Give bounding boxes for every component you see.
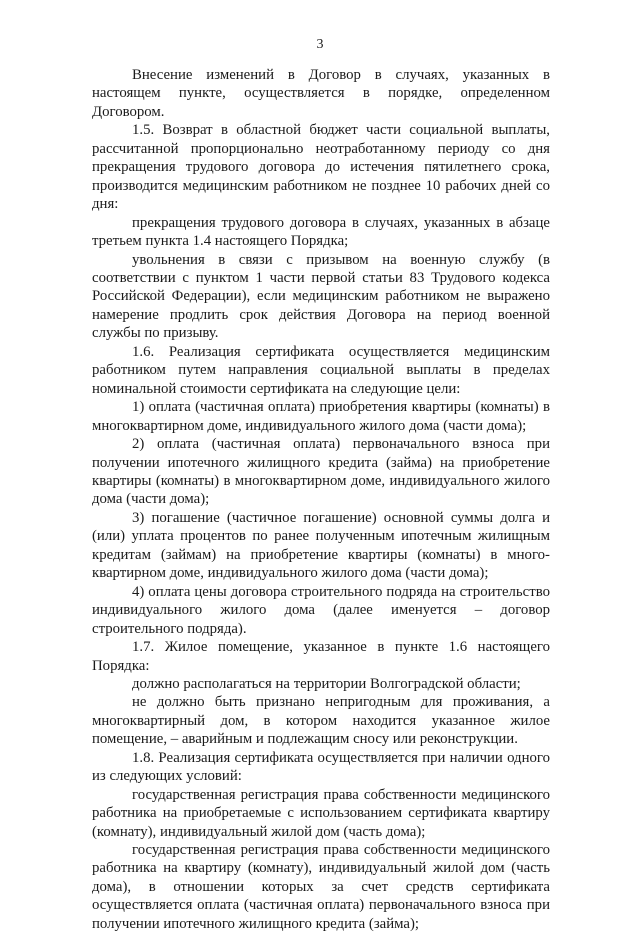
paragraph-1-8-condition-1: государственная регистрация права собственности медицинского работника на приобретаемые с использованием сертификата квартиру (комнату), индивидуальный жилой дом (часть дома); — [92, 786, 550, 840]
paragraph-1-5-case-termination: прекращения трудового договора в случаях, указанных в абзаце третьем пункта 1.4 настоящего Порядка; — [92, 214, 550, 250]
document-body — [92, 66, 550, 933]
paragraph-1-6-item-2: 2) оплата (частичная оплата) первоначального взноса при получении ипотечного жилищного кредита (займа) на приобретение квартиры (комнаты) в многоквартирном доме, индивидуального жилого дома (части дома); — [92, 436, 550, 508]
paragraph-1-6-item-1: 1) оплата (частичная оплата) приобретения квартиры (комнаты) в многоквартирном доме, индивидуального жилого дома (части дома); — [92, 399, 550, 434]
paragraph-1-6: 1.6. Реализация сертификата осуществляется медицинским работником путем направления социальной выплаты в пределах номинальной стоимости сертификата на следующие цели: — [92, 343, 550, 397]
paragraph-1-8-condition-2: государственная регистрация права собственности медицинского работника на квартиру (комнату), индивидуальный жилой дом (часть дома), в отношении которых за счет средств сертификата осуществляется оплата (частичная оплата) первоначального взноса при получении ипотечного жилищного кредита (займа); — [92, 842, 550, 932]
paragraph-1-7-condition: не должно быть признано непригодным для проживания, а многоквартирный дом, в котором находится указанное жилое помещение, – аварийным и подлежащим сносу или реконструкции. — [92, 694, 550, 748]
paragraph-1-7-location: должно располагаться на территории Волгоградской области; — [132, 675, 521, 692]
paragraph-1-6-item-4: 4) оплата цены договора строительного подряда на строительство индивидуального жилого дома (далее именуется – договор строительного подряда). — [92, 583, 550, 637]
paragraph-changes-procedure: Внесение изменений в Договор в случаях, указанных в настоящем пункте, осуществляется в порядке, определенном Договором. — [92, 67, 550, 120]
paragraph-1-7: 1.7. Жилое помещение, указанное в пункте 1.6 настоящего Порядка: — [92, 639, 550, 674]
paragraph-1-6-item-3: 3) погашение (частичное погашение) основной суммы долга и (или) уплата процентов по ранее полученным ипотечным жилищным кредитам (займам) на приобретение квартиры (комнаты) в много-квартирном доме, индивидуального жилого дома (части дома); — [92, 509, 550, 582]
paragraph-1-8: 1.8. Реализация сертификата осуществляется при наличии одного из следующих условий: — [92, 749, 550, 785]
page-number: 3 — [316, 37, 324, 52]
paragraph-1-5: 1.5. Возврат в областной бюджет части социальной выплаты, рассчитанной пропорционально неотработанному периоду со дня прекращения трудового договора до истечения пятилетнего срока, производится медицинским работником не позднее 10 рабочих дней со дня: — [92, 122, 550, 213]
paragraph-1-5-case-military: увольнения в связи с призывом на военную службу (в соответствии с пунктом 1 части первой статьи 83 Трудового кодекса Российской Федерации), если медицинским работником не выражено намерение продлить срок действия Договора на период военной службы по призыву. — [92, 251, 550, 342]
